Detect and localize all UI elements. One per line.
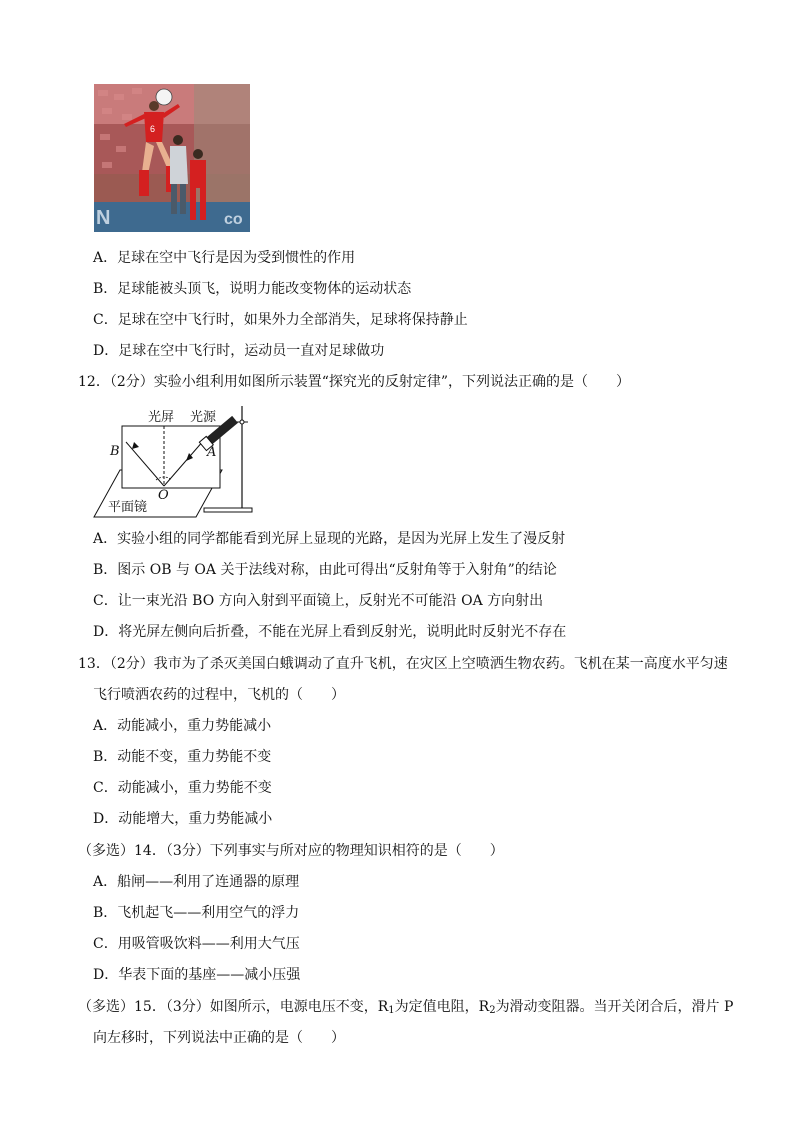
source-label: 光源 (190, 410, 217, 425)
q15-stem (78, 997, 733, 1021)
point-b-label: B (110, 444, 120, 459)
q13-option-a: A．动能减小，重力势能减小 (93, 718, 272, 734)
q13-option-b: B．动能不变，重力势能不变 (93, 749, 272, 765)
q11-option-c: C．足球在空中飞行时，如果外力全部消失，足球将保持静止 (93, 312, 468, 328)
svg-text:N: N (96, 207, 111, 229)
point-a-label: A (207, 445, 217, 460)
q14-option-a: A．船闸——利用了连通器的原理 (93, 874, 300, 890)
svg-text:co: co (224, 211, 243, 228)
screen-label: 光屏 (148, 410, 175, 425)
q14-option-b: B．飞机起飞——利用空气的浮力 (93, 905, 300, 921)
light-reflection-diagram (92, 400, 258, 520)
q12-option-c: C．让一束光沿 BO 方向入射到平面镜上，反射光不可能沿 OA 方向射出 (93, 593, 544, 609)
q12-option-b: B．图示 OB 与 OA 关于法线对称，由此可得出“反射角等于入射角”的结论 (93, 562, 557, 578)
q12-stem: 12．（2分）实验小组利用如图所示装置“探究光的反射定律”，下列说法正确的是（ ） (78, 374, 631, 390)
q15-stem-b: 为定值电阻，R (394, 999, 490, 1015)
r1-subscript: 1 (388, 1005, 395, 1016)
q11-option-a: A．足球在空中飞行是因为受到惯性的作用 (93, 250, 356, 266)
q13-option-c: C．动能减小，重力势能不变 (93, 780, 272, 796)
q14-option-c: C．用吸管吸饮料——利用大气压 (93, 936, 300, 952)
mirror-label: 平面镜 (108, 500, 148, 515)
q13-stem: 13．（2分）我市为了杀灭美国白蛾调动了直升飞机，在灾区上空喷洒生物农药。飞机在某一高度水平匀速 (78, 656, 728, 672)
q13-stem-cont: 飞行喷洒农药的过程中，飞机的（ ） (93, 687, 345, 703)
q15-stem-a: （多选）15．（3分）如图所示，电源电压不变，R (78, 999, 389, 1015)
q14-stem: （多选）14．（3分）下列事实与所对应的物理知识相符的是（ ） (78, 843, 504, 859)
soccer-header-photo (94, 84, 250, 232)
q12-option-d: D．将光屏左侧向后折叠，不能在光屏上看到反射光，说明此时反射光不存在 (93, 624, 567, 640)
point-o-label: O (158, 488, 169, 503)
r2-subscript: 2 (489, 1005, 496, 1016)
q11-option-d: D．足球在空中飞行时，运动员一直对足球做功 (93, 343, 385, 359)
q15-stem-cont: 向左移时，下列说法中正确的是（ ） (93, 1030, 345, 1046)
q12-option-a: A．实验小组的同学都能看到光屏上显现的光路，是因为光屏上发生了漫反射 (93, 531, 566, 547)
q13-option-d: D．动能增大，重力势能减小 (93, 811, 273, 827)
svg-text:6: 6 (150, 124, 156, 134)
q14-option-d: D．华表下面的基座——减小压强 (93, 967, 301, 983)
q11-option-b: B．足球能被头顶飞，说明力能改变物体的运动状态 (93, 281, 412, 297)
q15-stem-c: 为滑动变阻器。当开关闭合后，滑片 P (495, 999, 734, 1015)
